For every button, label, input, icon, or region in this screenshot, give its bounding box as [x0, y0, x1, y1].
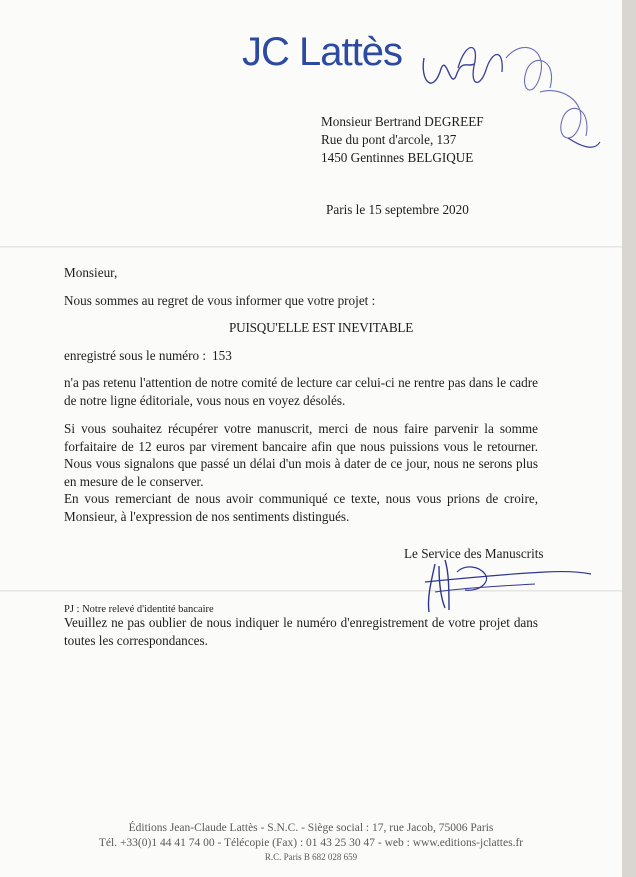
footer-line-1: Éditions Jean-Claude Lattès - S.N.C. - Siège social : 17, rue Jacob, 75006 Paris	[128, 822, 494, 834]
project-title: PUISQU'ELLE EST INEVITABLE	[229, 320, 414, 335]
registration-label: enregistré sous le numéro :	[64, 348, 207, 363]
paragraph-closing: En vous remerciant de nous avoir communiqué ce texte, nous vous prions de croire, Monsieur, à l'expression de nos sentiments distingués.	[64, 491, 538, 524]
salutation: Monsieur,	[64, 265, 118, 280]
publisher-logo: JC Lattès	[242, 30, 402, 74]
recipient-city: 1450 Gentinnes BELGIQUE	[321, 150, 474, 165]
paragraph-return: Si vous souhaitez récupérer votre manuscrit, merci de nous faire parvenir la somme forfaitaire de 12 euros par virement bancaire afin que nous puissions vous le retourner. Nous vous signalons que passé un délai d'un mois à dater de ce jour, nous ne serons plus en mesure de le conserver.	[64, 421, 538, 489]
footer-line-2: Tél. +33(0)1 44 41 74 00 - Télécopie (Fax) : 01 43 25 30 47 - web : www.editions-jclattes.fr	[98, 837, 524, 849]
reminder-text: Veuillez ne pas oublier de nous indiquer le numéro d'enregistrement de votre projet dans toutes les correspondances.	[64, 615, 538, 648]
registration-number: 153	[212, 348, 232, 363]
signature	[405, 552, 595, 616]
recipient-street: Rue du pont d'arcole, 137	[321, 132, 457, 147]
signoff: Le Service des Manuscrits	[404, 546, 544, 561]
footer-line-3: R.C. Paris B 682 028 659	[264, 852, 358, 862]
paper-fold	[0, 246, 622, 248]
intro-text: Nous sommes au regret de vous informer que votre projet :	[64, 293, 376, 308]
paragraph-rejection: n'a pas retenu l'attention de notre comité de lecture car celui-ci ne rentre pas dans le cadre de notre ligne éditoriale, vous nous en voyez désolés.	[64, 375, 538, 408]
recipient-name: Monsieur Bertrand DEGREEF	[321, 114, 484, 129]
letter-date: Paris le 15 septembre 2020	[326, 202, 469, 217]
scan-background	[622, 0, 636, 877]
attachment-note: PJ : Notre relevé d'identité bancaire	[64, 604, 214, 615]
